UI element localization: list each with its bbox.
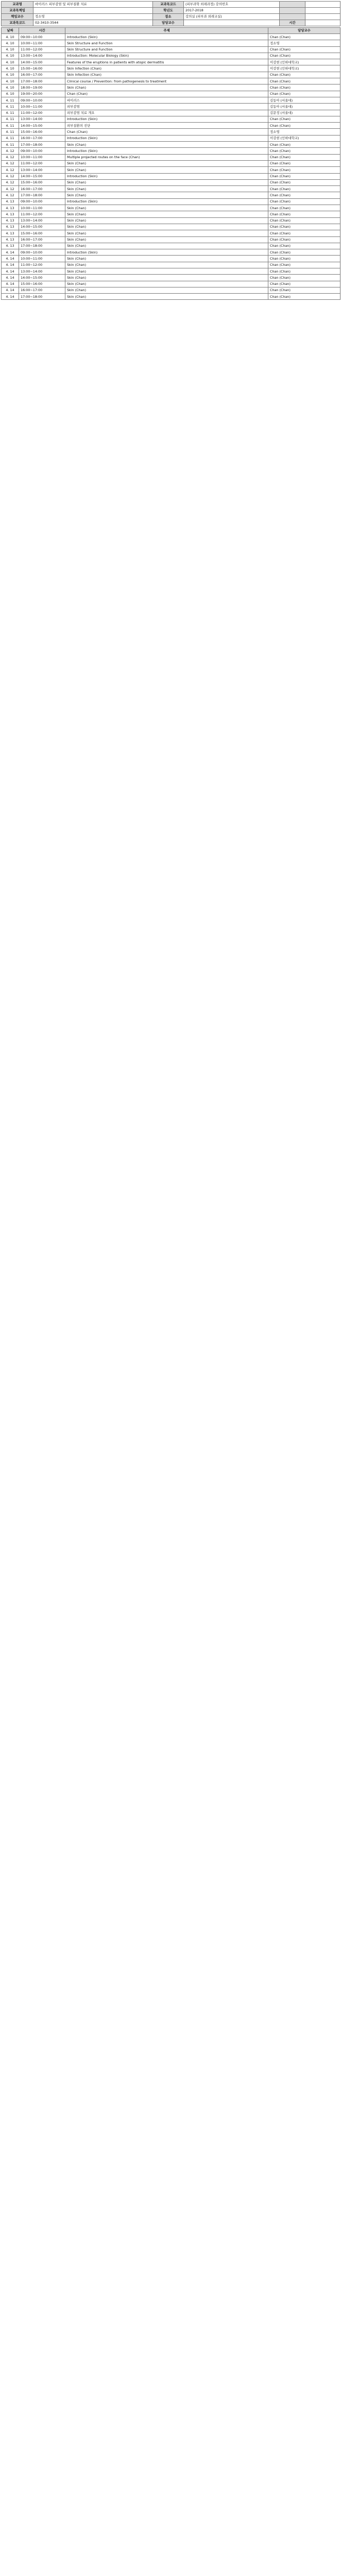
cell-instructor: Chan (Chan) [268,186,340,192]
cell-topic: Skin (Chan) [65,205,268,211]
cell-topic: Introduction (Skin) [65,148,268,154]
cell-instructor: Chan (Chan) [268,116,340,122]
info-value [305,2,340,8]
cell-date: 4. 10 [2,53,19,59]
table-row [2,142,340,148]
cell-instructor: Chan (Chan) [268,198,340,205]
cell-date: 4. 14 [2,275,19,281]
cell-date: 4. 13 [2,243,19,249]
cell-date: 4. 10 [2,84,19,91]
cell-topic: Skin (Chan) [65,236,268,243]
info-value: 바이러스 피부감염 및 피부질환 치료 [33,2,153,8]
cell-time: 11:00~12:00 [19,110,65,116]
cell-date: 4. 13 [2,236,19,243]
cell-time: 14:00~15:00 [19,224,65,230]
table-row [2,78,340,84]
cell-time: 15:00~16:00 [19,129,65,135]
cell-time: 17:00~18:00 [19,294,65,300]
table-row [2,123,340,129]
table-row [2,211,340,217]
cell-date: 4. 13 [2,205,19,211]
table-row [2,116,340,122]
cell-instructor: 정소영 [268,129,340,135]
table-row [2,179,340,185]
cell-date: 4. 12 [2,179,19,185]
cell-instructor: Chan (Chan) [268,211,340,217]
cell-instructor: Chan (Chan) [268,281,340,287]
table-row [2,192,340,198]
cell-time: 14:00~15:00 [19,275,65,281]
table-row [2,275,340,281]
table-row [2,217,340,224]
cell-time: 17:00~18:00 [19,192,65,198]
cell-instructor: Chan (Chan) [268,91,340,97]
cell-topic: Skin Infection (Chan) [65,65,268,72]
cell-instructor: 정소영 [268,40,340,46]
table-row [2,230,340,236]
table-row [2,268,340,274]
cell-date: 4. 12 [2,186,19,192]
cell-instructor: 김동아 (서울대) [268,104,340,110]
cell-time: 16:00~17:00 [19,72,65,78]
cell-date: 4. 11 [2,104,19,110]
cell-date: 4. 14 [2,281,19,287]
cell-time: 16:00~17:00 [19,236,65,243]
cell-time: 13:00~14:00 [19,167,65,173]
table-row [2,110,340,116]
info-label: 교과명 [2,2,33,8]
table-row [2,249,340,256]
cell-time: 15:00~16:00 [19,65,65,72]
cell-topic: Skin (Chan) [65,230,268,236]
cell-date: 4. 14 [2,268,19,274]
cell-time: 18:00~19:00 [19,84,65,91]
cell-date: 4. 14 [2,262,19,268]
info-value [33,8,153,14]
cell-date: 4. 12 [2,192,19,198]
cell-time: 17:00~18:00 [19,243,65,249]
cell-topic: Introduction (Skin) [65,173,268,179]
course-info-row [2,14,340,20]
cell-date: 4. 11 [2,97,19,103]
cell-topic: Skin (Chan) [65,268,268,274]
cell-topic: Introduction (Skin) [65,116,268,122]
table-row [2,72,340,78]
table-row [2,46,340,53]
table-row [2,84,340,91]
table-row [2,148,340,154]
course-info-table [1,1,340,26]
cell-topic: Introduction (Skin) [65,135,268,141]
cell-time: 09:00~10:00 [19,148,65,154]
cell-topic: 피부감염 치료 개요 [65,110,268,116]
table-row [2,135,340,141]
table-row [2,65,340,72]
table-row [2,236,340,243]
course-info-row [2,2,340,8]
cell-date: 4. 14 [2,287,19,293]
cell-instructor: Chan (Chan) [268,142,340,148]
cell-date: 4. 12 [2,154,19,160]
cell-time: 14:00~15:00 [19,59,65,65]
cell-topic: Skin (Chan) [65,160,268,166]
cell-topic: Skin (Chan) [65,287,268,293]
cell-topic: Skin (Chan) [65,294,268,300]
table-row [2,91,340,97]
cell-date: 4. 12 [2,160,19,166]
cell-time: 09:00~10:00 [19,34,65,40]
cell-date: 4. 10 [2,91,19,97]
column-header-instructor: 담당교수 [268,28,340,34]
cell-instructor: Chan (Chan) [268,287,340,293]
info-label: 담당교수 [153,20,184,26]
cell-topic: Skin (Chan) [65,217,268,224]
cell-time: 11:00~12:00 [19,160,65,166]
cell-time: 13:00~14:00 [19,116,65,122]
cell-instructor: Chan (Chan) [268,53,340,59]
cell-time: 15:00~16:00 [19,230,65,236]
cell-instructor: 이강현 (인하대학교) [268,65,340,72]
cell-time: 11:00~12:00 [19,262,65,268]
info-label: 교과목코드 [153,2,184,8]
cell-topic: Introduction: Molecular Biology (Skin) [65,53,268,59]
cell-instructor: Chan (Chan) [268,154,340,160]
cell-date: 4. 12 [2,167,19,173]
table-row [2,34,340,40]
info-value [305,20,340,26]
cell-instructor: Chan (Chan) [268,262,340,268]
cell-time: 11:00~12:00 [19,46,65,53]
cell-time: 10:00~11:00 [19,154,65,160]
table-row [2,40,340,46]
cell-topic: Skin Infection (Chan) [65,72,268,78]
info-label [280,14,305,20]
document [1,1,340,300]
cell-instructor: Chan (Chan) [268,179,340,185]
cell-time: 17:00~18:00 [19,78,65,84]
cell-date: 4. 11 [2,135,19,141]
cell-date: 4. 11 [2,123,19,129]
table-row [2,160,340,166]
info-value: 강의실 (피부과 외래교실) [184,14,280,20]
cell-instructor: Chan (Chan) [268,160,340,166]
cell-date: 4. 13 [2,217,19,224]
table-row [2,173,340,179]
cell-date: 4. 11 [2,142,19,148]
cell-topic: Skin Structure and Function [65,40,268,46]
cell-instructor: Chan (Chan) [268,243,340,249]
cell-topic: 피부감염 [65,104,268,110]
info-label: 교과목코드 [2,20,33,26]
cell-date: 4. 11 [2,129,19,135]
cell-topic: Skin Structure and Function [65,46,268,53]
cell-time: 09:00~10:00 [19,249,65,256]
cell-topic: Skin (Chan) [65,243,268,249]
cell-topic: Skin (Chan) [65,262,268,268]
cell-instructor: 이강현 (인하대학교) [268,135,340,141]
column-header-topic: 주제 [65,28,268,34]
info-value: 정소영 [33,14,153,20]
cell-topic: Skin (Chan) [65,281,268,287]
cell-topic: Introduction (Skin) [65,34,268,40]
cell-time: 14:00~15:00 [19,123,65,129]
cell-topic: Skin (Chan) [65,211,268,217]
table-row [2,256,340,262]
cell-time: 13:00~14:00 [19,217,65,224]
cell-date: 4. 10 [2,46,19,53]
cell-time: 16:00~17:00 [19,287,65,293]
cell-instructor: Chan (Chan) [268,192,340,198]
info-label: 교과목책임 [2,8,33,14]
cell-topic: Skin (Chan) [65,84,268,91]
table-row [2,243,340,249]
cell-topic: Chan (Chan) [65,129,268,135]
cell-instructor: Chan (Chan) [268,46,340,53]
cell-topic: Clinical course / Prevention: from pathogenesis to treatment [65,78,268,84]
info-label: 장소 [153,14,184,20]
cell-date: 4. 14 [2,256,19,262]
table-row [2,262,340,268]
info-value: 02-3410-3544 [33,20,153,26]
cell-topic: Skin (Chan) [65,179,268,185]
column-header-date: 날짜 [2,28,19,34]
cell-topic: Introduction (Skin) [65,249,268,256]
cell-date: 4. 11 [2,110,19,116]
info-label [280,8,305,14]
table-row [2,154,340,160]
cell-instructor: Chan (Chan) [268,173,340,179]
cell-instructor: 김동아 (서울대) [268,97,340,103]
cell-instructor: Chan (Chan) [268,275,340,281]
cell-time: 15:00~16:00 [19,179,65,185]
cell-date: 4. 10 [2,78,19,84]
course-info-row [2,8,340,14]
cell-topic: Skin (Chan) [65,224,268,230]
cell-topic: Introduction (Skin) [65,198,268,205]
cell-topic: Skin (Chan) [65,256,268,262]
cell-time: 19:00~20:00 [19,91,65,97]
cell-time: 13:00~14:00 [19,268,65,274]
table-row [2,287,340,293]
cell-topic: 바이러스 [65,97,268,103]
cell-time: 14:00~15:00 [19,173,65,179]
cell-time: 10:00~11:00 [19,256,65,262]
cell-date: 4. 13 [2,198,19,205]
cell-instructor: Chan (Chan) [268,217,340,224]
cell-date: 4. 11 [2,116,19,122]
cell-topic: 피부질환의 진단 [65,123,268,129]
cell-date: 4. 10 [2,34,19,40]
info-label: 학년도 [153,8,184,14]
cell-topic: Skin (Chan) [65,192,268,198]
cell-instructor: Chan (Chan) [268,294,340,300]
cell-time: 09:00~10:00 [19,198,65,205]
cell-topic: Features of the eruptions in patients with atopic dermatitis [65,59,268,65]
cell-instructor: Chan (Chan) [268,205,340,211]
cell-instructor: Chan (Chan) [268,268,340,274]
table-row [2,53,340,59]
cell-date: 4. 14 [2,294,19,300]
cell-time: 09:00~10:00 [19,97,65,103]
cell-time: 15:00~16:00 [19,281,65,287]
info-value [305,14,340,20]
info-value: 2017-2018 [184,8,280,14]
cell-time: 10:00~11:00 [19,40,65,46]
cell-time: 17:00~18:00 [19,142,65,148]
cell-time: 10:00~11:00 [19,205,65,211]
cell-instructor: 김문정 (서울대) [268,110,340,116]
info-value [305,8,340,14]
cell-topic: Skin (Chan) [65,167,268,173]
info-label [280,2,305,8]
cell-time: 16:00~17:00 [19,135,65,141]
cell-date: 4. 10 [2,40,19,46]
info-label: 책임교수 [2,14,33,20]
table-row [2,198,340,205]
schedule-table [1,27,340,300]
cell-time: 16:00~17:00 [19,186,65,192]
cell-instructor: Chan (Chan) [268,224,340,230]
cell-instructor: Chan (Chan) [268,249,340,256]
schedule-header-row [2,28,340,34]
table-row [2,294,340,300]
cell-topic: Skin (Chan) [65,142,268,148]
column-header-time: 시간 [19,28,65,34]
cell-instructor: Chan (Chan) [268,72,340,78]
cell-instructor: Chan (Chan) [268,236,340,243]
table-row [2,281,340,287]
table-row [2,205,340,211]
table-row [2,97,340,103]
cell-instructor: Chan (Chan) [268,167,340,173]
cell-instructor: Chan (Chan) [268,123,340,129]
course-info-row [2,20,340,26]
table-row [2,186,340,192]
cell-date: 4. 14 [2,249,19,256]
cell-time: 11:00~12:00 [19,211,65,217]
cell-instructor: Chan (Chan) [268,84,340,91]
table-row [2,104,340,110]
cell-date: 4. 13 [2,211,19,217]
info-label: 시간 [280,20,305,26]
cell-date: 4. 13 [2,230,19,236]
info-value: (피부과학 외래과정) 강의번호 [184,2,280,8]
cell-instructor: Chan (Chan) [268,256,340,262]
cell-date: 4. 13 [2,224,19,230]
cell-instructor: Chan (Chan) [268,230,340,236]
table-row [2,224,340,230]
cell-instructor: Chan (Chan) [268,34,340,40]
cell-date: 4. 10 [2,65,19,72]
cell-topic: Chan (Chan) [65,91,268,97]
cell-date: 4. 10 [2,59,19,65]
cell-instructor: Chan (Chan) [268,148,340,154]
cell-topic: Skin (Chan) [65,275,268,281]
cell-instructor: Chan (Chan) [268,78,340,84]
cell-date: 4. 12 [2,173,19,179]
cell-date: 4. 10 [2,72,19,78]
cell-topic: Multiple projected routes on the face (Chan) [65,154,268,160]
cell-topic: Skin (Chan) [65,186,268,192]
info-value [184,20,280,26]
cell-date: 4. 12 [2,148,19,154]
cell-time: 10:00~11:00 [19,104,65,110]
cell-instructor: 이강현 (인하대학교) [268,59,340,65]
table-row [2,167,340,173]
table-row [2,59,340,65]
cell-time: 13:00~14:00 [19,53,65,59]
table-row [2,129,340,135]
